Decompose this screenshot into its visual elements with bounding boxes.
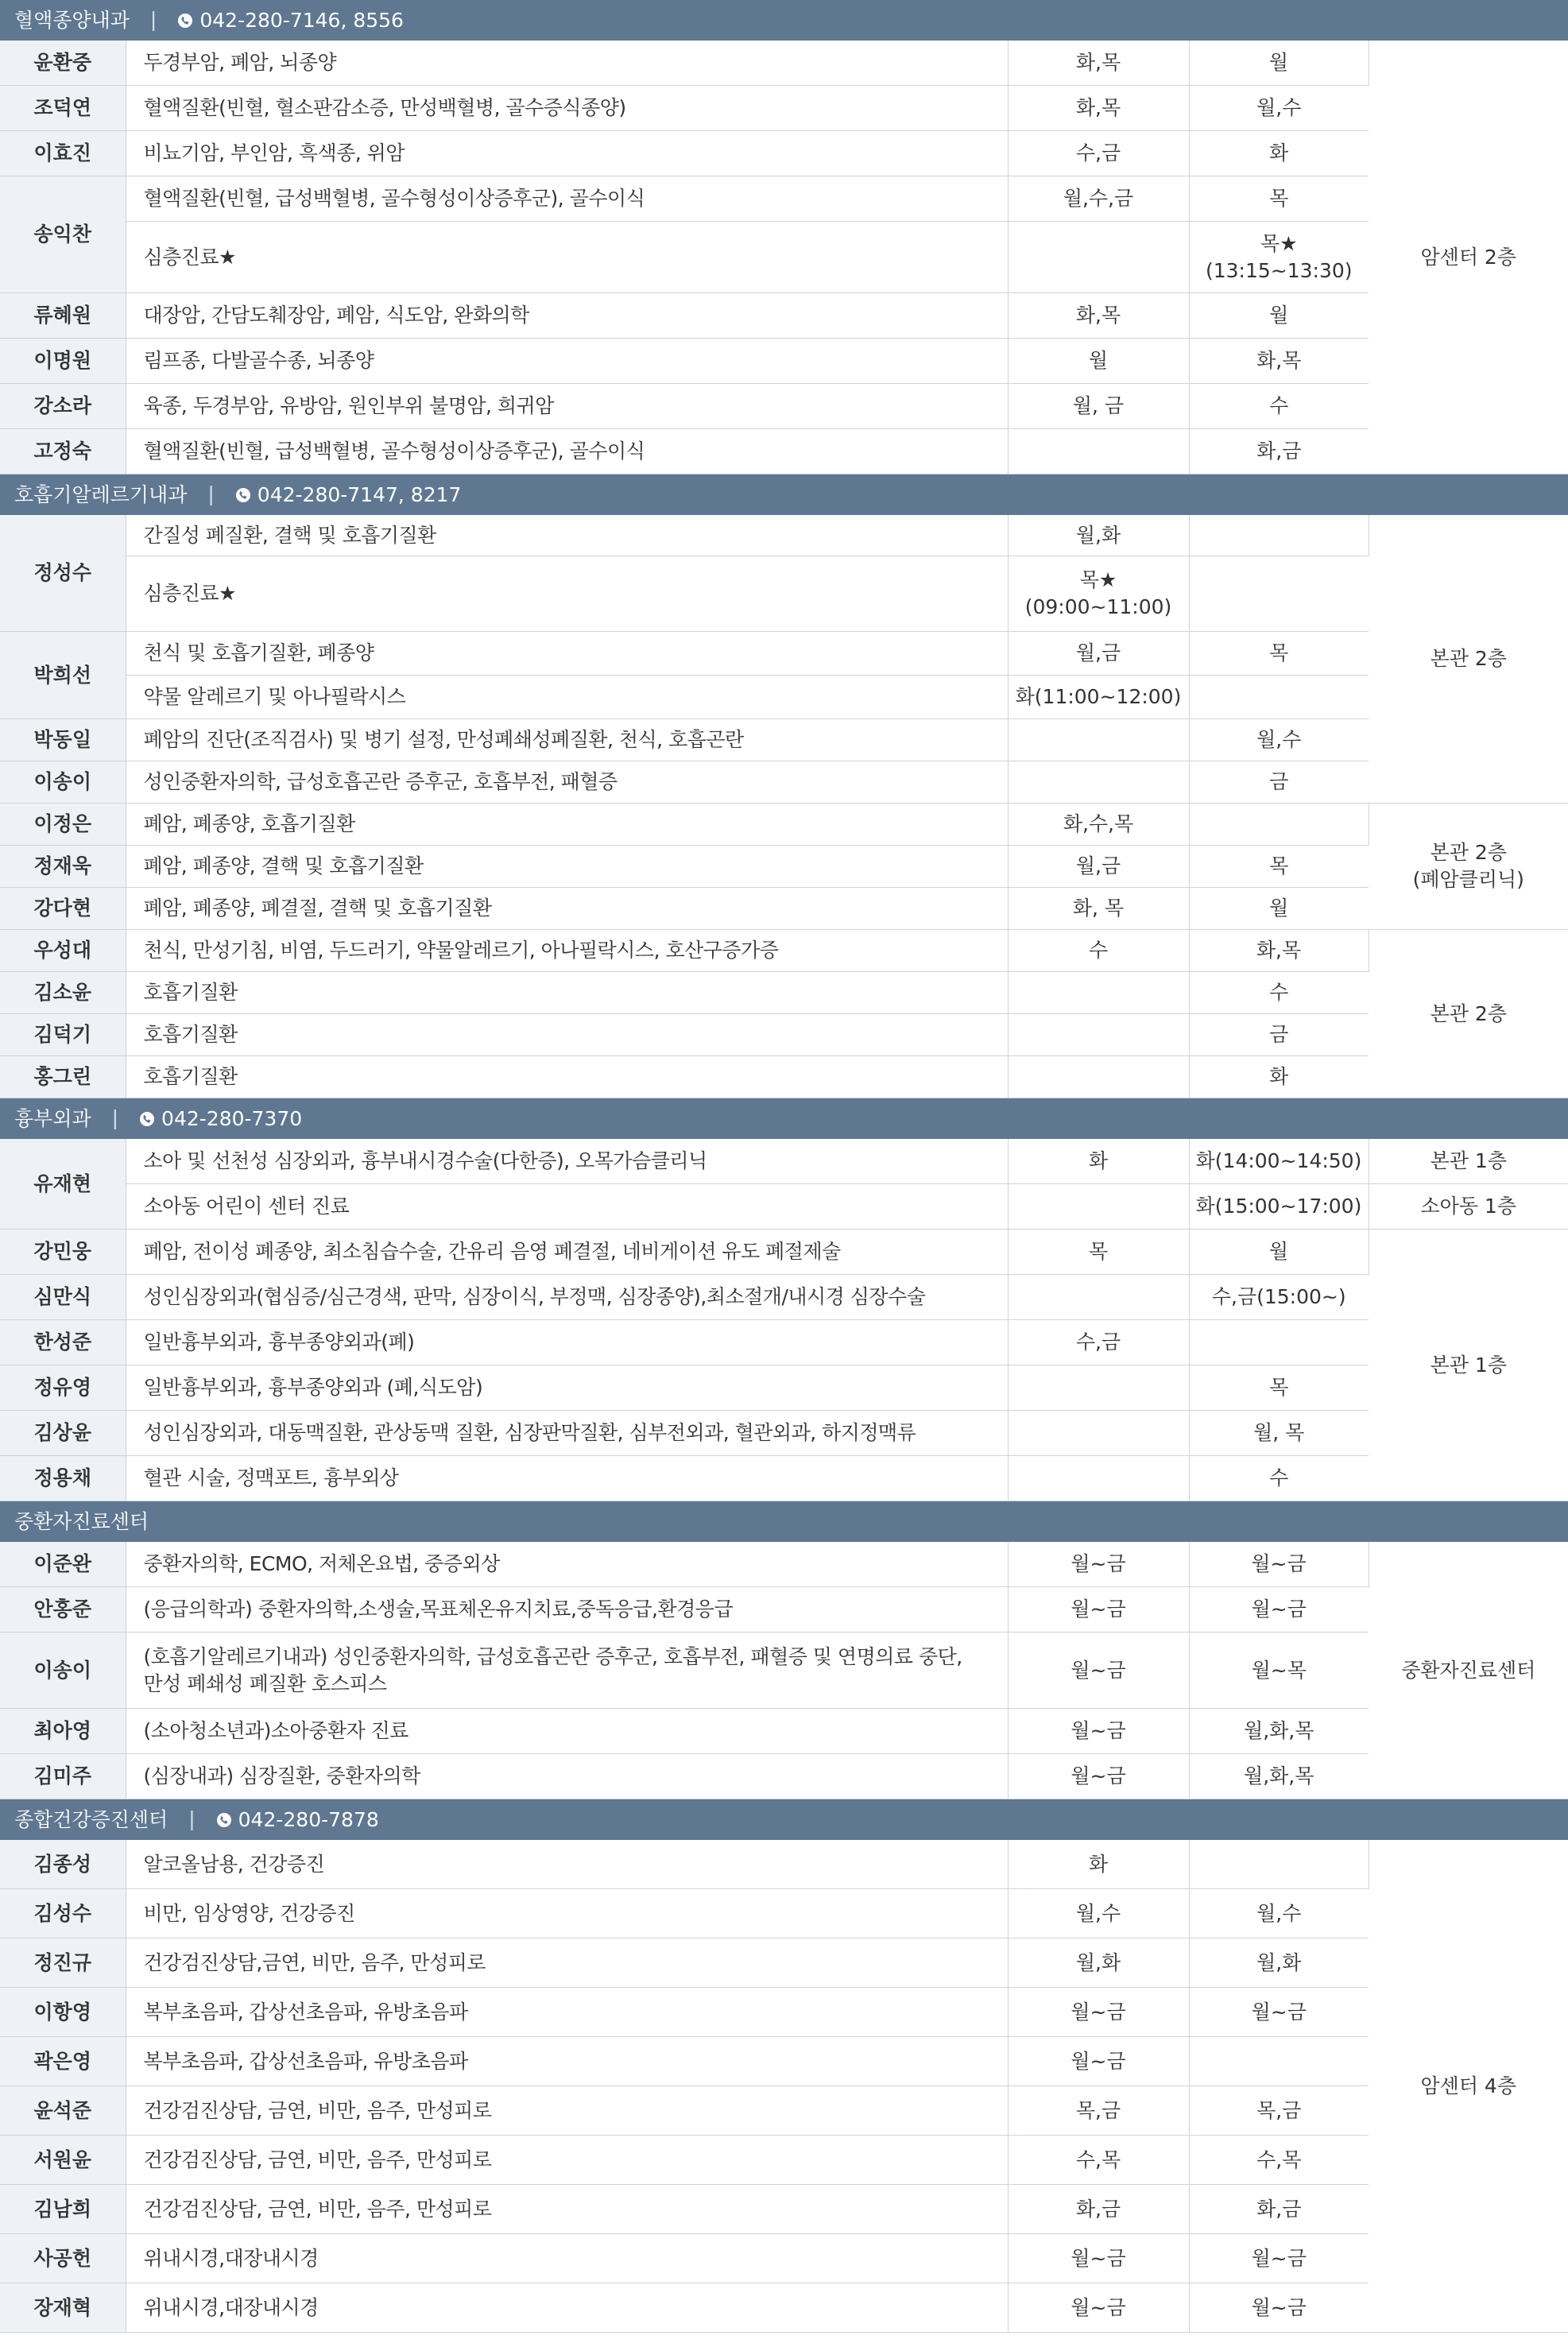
section-title: 중환자진료센터: [14, 1509, 149, 1533]
doctor-name: 고정숙: [0, 429, 126, 474]
doctor-name: 김종성: [0, 1840, 126, 1889]
specialty: 육종, 두경부암, 유방암, 원인부위 불명암, 희귀암: [126, 384, 1008, 429]
specialty-line: (호흡기알레르기내과) 성인중환자의학, 급성호흡곤란 증후군, 호흡부전, 패혈증 및 연명의료 중단,: [143, 1644, 962, 1668]
doctor-name: 박동일: [0, 719, 126, 761]
specialty: 간질성 폐질환, 결핵 및 호흡기질환: [126, 515, 1008, 556]
table-row: [0, 556, 1568, 632]
table-row: [0, 293, 1568, 339]
am-schedule: 월,수: [1008, 1889, 1189, 1938]
specialty: 건강검진상담, 금연, 비만, 음주, 만성피로: [126, 2086, 1008, 2136]
specialty: 천식, 만성기침, 비염, 두드러기, 약물알레르기, 아나필락시스, 호산구증가증: [126, 930, 1008, 972]
table-row: [0, 632, 1568, 676]
am-schedule: [1008, 556, 1189, 632]
am-schedule: 화,금: [1008, 2185, 1189, 2234]
section-phone: 042-280-7147, 8217: [257, 482, 462, 506]
section-title: 흉부외과: [14, 1106, 91, 1130]
specialty: 위내시경,대장내시경: [126, 2283, 1008, 2333]
pm-schedule: 월~금: [1189, 2234, 1369, 2283]
table-row: [0, 1754, 1568, 1799]
doctor-name: 이항영: [0, 1988, 126, 2037]
table-row: [0, 2037, 1568, 2086]
table-row: [0, 1988, 1568, 2037]
specialty: 알코올남용, 건강증진: [126, 1840, 1008, 1889]
am-schedule: [1008, 1056, 1189, 1098]
pm-schedule: 월,수: [1189, 86, 1369, 131]
am-schedule: 화: [1008, 1139, 1189, 1184]
phone-icon: [139, 1111, 155, 1127]
header-divider: |: [207, 482, 215, 505]
doctor-name: 유재현: [0, 1139, 126, 1230]
specialty: 폐암, 폐종양, 호흡기질환: [126, 804, 1008, 846]
table-row: [0, 1365, 1568, 1411]
section-header: [0, 1799, 1568, 1840]
location: 소아동 1층: [1369, 1184, 1568, 1230]
am-schedule: 월~금: [1008, 1542, 1189, 1587]
am-schedule: 월,금: [1008, 846, 1189, 888]
section-phone: 042-280-7146, 8556: [199, 8, 404, 32]
location: 암센터 2층: [1369, 41, 1568, 474]
doctor-name: 김남희: [0, 2185, 126, 2234]
pm-schedule: 목: [1189, 632, 1369, 676]
section-header-cell: [0, 0, 1568, 41]
table-row: [0, 1184, 1568, 1230]
doctor-name: 김소윤: [0, 972, 126, 1014]
pm-schedule: 수,목: [1189, 2136, 1369, 2185]
am-schedule: 월~금: [1008, 1988, 1189, 2037]
pm-schedule: 화,목: [1189, 339, 1369, 384]
doctor-name: 우성대: [0, 930, 126, 972]
table-row: [0, 1014, 1568, 1056]
pm-schedule: [1189, 556, 1369, 632]
pm-schedule: [1189, 1840, 1369, 1889]
specialty: (소아청소년과)소아중환자 진료: [126, 1709, 1008, 1754]
doctor-name: 이준완: [0, 1542, 126, 1587]
pm-schedule: 월: [1189, 888, 1369, 930]
doctor-name: 한성준: [0, 1320, 126, 1365]
specialty: 소아 및 선천성 심장외과, 흉부내시경수술(다한증), 오목가슴클리닉: [126, 1139, 1008, 1184]
am-schedule: [1008, 1411, 1189, 1456]
pm-schedule: 목: [1189, 176, 1369, 222]
specialty: [126, 1632, 1008, 1709]
table-row: [0, 131, 1568, 176]
section-phone: 042-280-7370: [161, 1106, 303, 1130]
table-row: [0, 1632, 1568, 1709]
am-schedule: 월~금: [1008, 1632, 1189, 1709]
am-schedule: [1008, 1365, 1189, 1411]
specialty: 심층진료★: [126, 222, 1008, 293]
specialty: 비만, 임상영양, 건강증진: [126, 1889, 1008, 1938]
specialty: 위내시경,대장내시경: [126, 2234, 1008, 2283]
section-phone: 042-280-7878: [238, 1807, 379, 1831]
pm-schedule: 화,금: [1189, 2185, 1369, 2234]
pm-schedule: 월~금: [1189, 1542, 1369, 1587]
specialty: 건강검진상담, 금연, 비만, 음주, 만성피로: [126, 2185, 1008, 2234]
am-schedule: 월~금: [1008, 2234, 1189, 2283]
table-row: [0, 2136, 1568, 2185]
section-header-cell: [0, 1098, 1568, 1139]
pm-schedule: 수,금(15:00~): [1189, 1275, 1369, 1320]
table-row: [0, 2086, 1568, 2136]
doctor-name: 강민웅: [0, 1230, 126, 1275]
am-schedule: [1008, 222, 1189, 293]
specialty: 건강검진상담, 금연, 비만, 음주, 만성피로: [126, 2136, 1008, 2185]
pm-schedule: 화(15:00~17:00): [1189, 1184, 1369, 1230]
pm-schedule: 화(14:00~14:50): [1189, 1139, 1369, 1184]
table-row: [0, 846, 1568, 888]
specialty: 복부초음파, 갑상선초음파, 유방초음파: [126, 2037, 1008, 2086]
table-row: [0, 930, 1568, 972]
am-schedule: [1008, 972, 1189, 1014]
table-row: [0, 1938, 1568, 1988]
am-schedule: 화(11:00~12:00): [1008, 676, 1189, 719]
table-row: [0, 761, 1568, 804]
pm-schedule: [1189, 1320, 1369, 1365]
pm-schedule-time: (13:15~13:30): [1205, 258, 1353, 282]
am-schedule: 월,화: [1008, 515, 1189, 556]
pm-schedule: 월~금: [1189, 1988, 1369, 2037]
location: 본관 1층: [1369, 1230, 1568, 1501]
pm-schedule: 월,수: [1189, 1889, 1369, 1938]
pm-schedule: 월,수: [1189, 719, 1369, 761]
section-header: [0, 1098, 1568, 1139]
am-schedule: 목,금: [1008, 2086, 1189, 2136]
table-row: [0, 1709, 1568, 1754]
specialty: 성인심장외과, 대동맥질환, 관상동맥 질환, 심장판막질환, 심부전외과, 혈관외과, 하지정맥류: [126, 1411, 1008, 1456]
pm-schedule: 목,금: [1189, 2086, 1369, 2136]
table-row: [0, 676, 1568, 719]
table-row: [0, 1056, 1568, 1098]
doctor-name: 정진규: [0, 1938, 126, 1988]
table-row: [0, 176, 1568, 222]
am-schedule: 월: [1008, 339, 1189, 384]
am-schedule: 수,목: [1008, 2136, 1189, 2185]
section-header-cell: [0, 1799, 1568, 1840]
am-schedule: 화, 목: [1008, 888, 1189, 930]
am-schedule: 월,화: [1008, 1938, 1189, 1988]
doctor-name: 김덕기: [0, 1014, 126, 1056]
specialty: 혈액질환(빈혈, 급성백혈병, 골수형성이상증후군), 골수이식: [126, 429, 1008, 474]
pm-schedule: 화,금: [1189, 429, 1369, 474]
location: 중환자진료센터: [1369, 1542, 1568, 1799]
pm-schedule: 금: [1189, 761, 1369, 804]
section-header-cell: [0, 1501, 1568, 1542]
specialty: 성인심장외과(협심증/심근경색, 판막, 심장이식, 부정맥, 심장종양),최소절개/내시경 심장수술: [126, 1275, 1008, 1320]
pm-schedule: [1189, 222, 1369, 293]
am-schedule: 월~금: [1008, 1587, 1189, 1632]
pm-schedule: 월: [1189, 41, 1369, 86]
doctor-name: 윤환중: [0, 41, 126, 86]
table-row: [0, 222, 1568, 293]
location: 본관 1층: [1369, 1139, 1568, 1184]
pm-schedule: [1189, 804, 1369, 846]
section-header: [0, 1501, 1568, 1542]
am-schedule: 화,수,목: [1008, 804, 1189, 846]
pm-schedule: 목: [1189, 1365, 1369, 1411]
pm-schedule: 수: [1189, 384, 1369, 429]
pm-schedule: 수: [1189, 972, 1369, 1014]
am-schedule-day: 목★: [1079, 568, 1117, 592]
specialty: 폐암, 폐종양, 결핵 및 호흡기질환: [126, 846, 1008, 888]
specialty: 대장암, 간담도췌장암, 폐암, 식도암, 완화의학: [126, 293, 1008, 339]
doctor-name: 장재혁: [0, 2283, 126, 2333]
specialty: 건강검진상담,금연, 비만, 음주, 만성피로: [126, 1938, 1008, 1988]
pm-schedule: 월, 목: [1189, 1411, 1369, 1456]
am-schedule: 월, 금: [1008, 384, 1189, 429]
table-row: [0, 2234, 1568, 2283]
pm-schedule: 월~금: [1189, 1587, 1369, 1632]
table-row: [0, 888, 1568, 930]
pm-schedule: 목: [1189, 846, 1369, 888]
doctor-name: 이정은: [0, 804, 126, 846]
am-schedule: [1008, 719, 1189, 761]
phone-icon: [177, 13, 193, 29]
doctor-name: 이명원: [0, 339, 126, 384]
table-row: [0, 1456, 1568, 1501]
pm-schedule: 월,화,목: [1189, 1754, 1369, 1799]
pm-schedule: 화: [1189, 1056, 1369, 1098]
table-row: [0, 1230, 1568, 1275]
section-title: 혈액종양내과: [14, 8, 130, 32]
doctor-name: 이송이: [0, 761, 126, 804]
location: 암센터 4층: [1369, 1840, 1568, 2333]
location: 본관 2층: [1369, 930, 1568, 1098]
pm-schedule: 수: [1189, 1456, 1369, 1501]
section-header-cell: [0, 474, 1568, 515]
location: [1369, 804, 1568, 930]
am-schedule: 화,목: [1008, 86, 1189, 131]
doctor-name: 윤석준: [0, 2086, 126, 2136]
specialty: 천식 및 호흡기질환, 폐종양: [126, 632, 1008, 676]
pm-schedule: [1189, 515, 1369, 556]
doctor-name: 류혜원: [0, 293, 126, 339]
pm-schedule: [1189, 2037, 1369, 2086]
doctor-name: 김상윤: [0, 1411, 126, 1456]
pm-schedule: [1189, 676, 1369, 719]
header-divider: |: [111, 1106, 119, 1129]
am-schedule: 화,목: [1008, 41, 1189, 86]
table-row: [0, 2185, 1568, 2234]
table-row: [0, 1840, 1568, 1889]
am-schedule: 월~금: [1008, 2037, 1189, 2086]
am-schedule: 수,금: [1008, 131, 1189, 176]
location-line: 본관 2층: [1430, 841, 1507, 865]
doctor-name: 김성수: [0, 1889, 126, 1938]
section-header: [0, 474, 1568, 515]
specialty: 호흡기질환: [126, 972, 1008, 1014]
specialty: 두경부암, 폐암, 뇌종양: [126, 41, 1008, 86]
specialty: 폐암, 폐종양, 폐결절, 결핵 및 호흡기질환: [126, 888, 1008, 930]
table-row: [0, 41, 1568, 86]
am-schedule: 월~금: [1008, 2283, 1189, 2333]
doctor-name: 사공헌: [0, 2234, 126, 2283]
am-schedule: [1008, 1014, 1189, 1056]
am-schedule: 월,수,금: [1008, 176, 1189, 222]
doctor-name: 강소라: [0, 384, 126, 429]
header-divider: |: [149, 7, 157, 31]
table-row: [0, 1889, 1568, 1938]
pm-schedule: 월~목: [1189, 1632, 1369, 1709]
specialty: 약물 알레르기 및 아나필락시스: [126, 676, 1008, 719]
am-schedule: 수: [1008, 930, 1189, 972]
am-schedule: 화: [1008, 1840, 1189, 1889]
pm-schedule: 월: [1189, 293, 1369, 339]
specialty-line: 만성 폐쇄성 폐질환 호스피스: [143, 1671, 387, 1695]
doctor-name: 최아영: [0, 1709, 126, 1754]
specialty: 호흡기질환: [126, 1056, 1008, 1098]
specialty: 혈액질환(빈혈, 급성백혈병, 골수형성이상증후군), 골수이식: [126, 176, 1008, 222]
table-row: [0, 384, 1568, 429]
table-row: [0, 1275, 1568, 1320]
pm-schedule: 금: [1189, 1014, 1369, 1056]
header-divider: |: [188, 1807, 196, 1830]
table-row: [0, 86, 1568, 131]
table-row: [0, 1587, 1568, 1632]
doctor-name: 박희선: [0, 632, 126, 719]
doctor-name: 곽은영: [0, 2037, 126, 2086]
doctor-name: 정재욱: [0, 846, 126, 888]
location: 본관 2층: [1369, 515, 1568, 804]
doctor-name: 서원윤: [0, 2136, 126, 2185]
doctor-name: 김미주: [0, 1754, 126, 1799]
am-schedule: 수,금: [1008, 1320, 1189, 1365]
table-row: [0, 1320, 1568, 1365]
am-schedule: 월,금: [1008, 632, 1189, 676]
doctor-name: 정용채: [0, 1456, 126, 1501]
section-title: 종합건강증진센터: [14, 1807, 168, 1831]
pm-schedule: 월~금: [1189, 2283, 1369, 2333]
pm-schedule-day: 목★: [1260, 231, 1298, 255]
am-schedule: 월~금: [1008, 1754, 1189, 1799]
table-row: [0, 2283, 1568, 2333]
specialty: 복부초음파, 갑상선초음파, 유방초음파: [126, 1988, 1008, 2037]
section-header: [0, 0, 1568, 41]
table-row: [0, 972, 1568, 1014]
pm-schedule: 화: [1189, 131, 1369, 176]
am-schedule: [1008, 761, 1189, 804]
specialty: 일반흉부외과, 흉부종양외과 (폐,식도암): [126, 1365, 1008, 1411]
specialty: 일반흉부외과, 흉부종양외과(폐): [126, 1320, 1008, 1365]
doctor-name: 홍그린: [0, 1056, 126, 1098]
doctor-name: 심만식: [0, 1275, 126, 1320]
doctor-name: 이효진: [0, 131, 126, 176]
am-schedule-time: (09:00~11:00): [1024, 595, 1172, 618]
specialty: 혈액질환(빈혈, 혈소판감소증, 만성백혈병, 골수증식종양): [126, 86, 1008, 131]
doctor-name: 안홍준: [0, 1587, 126, 1632]
specialty: 림프종, 다발골수종, 뇌종양: [126, 339, 1008, 384]
am-schedule: 화,목: [1008, 293, 1189, 339]
doctor-name: 정성수: [0, 515, 126, 632]
specialty: 폐암의 진단(조직검사) 및 병기 설정, 만성폐쇄성폐질환, 천식, 호흡곤란: [126, 719, 1008, 761]
specialty: (심장내과) 심장질환, 중환자의학: [126, 1754, 1008, 1799]
specialty: 성인중환자의학, 급성호흡곤란 증후군, 호흡부전, 패혈증: [126, 761, 1008, 804]
pm-schedule: 화,목: [1189, 930, 1369, 972]
doctor-name: 송익찬: [0, 176, 126, 293]
specialty: (응급의학과) 중환자의학,소생술,목표체온유지치료,중독응급,환경응급: [126, 1587, 1008, 1632]
specialty: 혈관 시술, 정맥포트, 흉부외상: [126, 1456, 1008, 1501]
am-schedule: [1008, 1275, 1189, 1320]
table-row: [0, 1139, 1568, 1184]
am-schedule: 월~금: [1008, 1709, 1189, 1754]
specialty: 호흡기질환: [126, 1014, 1008, 1056]
pm-schedule: 월: [1189, 1230, 1369, 1275]
section-title: 호흡기알레르기내과: [14, 482, 188, 506]
doctor-name: 정유영: [0, 1365, 126, 1411]
doctor-name: 이송이: [0, 1632, 126, 1709]
table-row: [0, 1411, 1568, 1456]
pm-schedule: 월,화,목: [1189, 1709, 1369, 1754]
table-row: [0, 804, 1568, 846]
location-clinic: (폐암클리닉): [1412, 868, 1524, 891]
am-schedule: [1008, 429, 1189, 474]
table-row: [0, 429, 1568, 474]
doctor-name: 조덕연: [0, 86, 126, 131]
table-row: [0, 515, 1568, 556]
am-schedule: [1008, 1184, 1189, 1230]
specialty: 중환자의학, ECMO, 저체온요법, 중증외상: [126, 1542, 1008, 1587]
specialty: 비뇨기암, 부인암, 흑색종, 위암: [126, 131, 1008, 176]
specialty: 심층진료★: [126, 556, 1008, 632]
phone-icon: [216, 1812, 232, 1828]
am-schedule: 목: [1008, 1230, 1189, 1275]
table-row: [0, 719, 1568, 761]
phone-icon: [235, 487, 251, 503]
pm-schedule: 월,화: [1189, 1938, 1369, 1988]
am-schedule: [1008, 1456, 1189, 1501]
specialty: 폐암, 전이성 폐종양, 최소침습수술, 간유리 음영 폐결절, 네비게이션 유도 폐절제술: [126, 1230, 1008, 1275]
table-row: [0, 1542, 1568, 1587]
doctor-name: 강다현: [0, 888, 126, 930]
table-row: [0, 339, 1568, 384]
specialty: 소아동 어린이 센터 진료: [126, 1184, 1008, 1230]
